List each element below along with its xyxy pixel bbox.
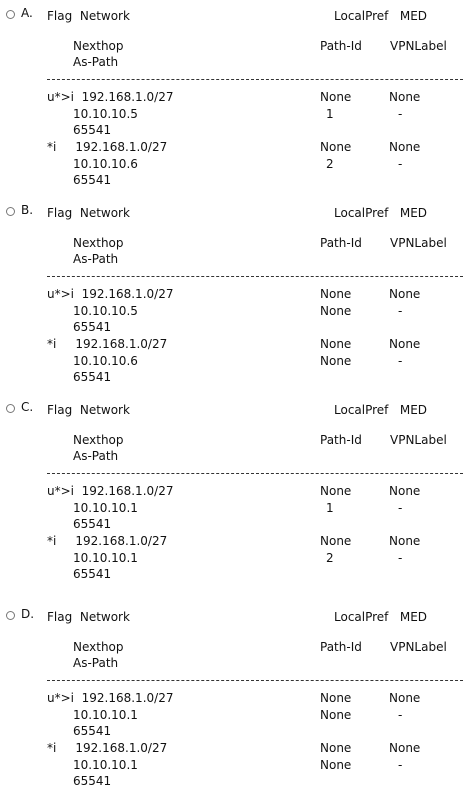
route-1-vpn-label: - (398, 708, 403, 722)
route-1-localpref: None (320, 90, 352, 104)
route-1-as-path: 65541 (73, 320, 112, 334)
route-2-localpref: None (320, 140, 352, 154)
route-2-path-id: None (320, 758, 352, 772)
route-1-path-id: 1 (326, 107, 334, 121)
header-path-id: Path-Id (320, 433, 362, 447)
route-1-flags-network: u*>i 192.168.1.0/27 (47, 484, 174, 498)
route-2-localpref: None (320, 337, 352, 351)
route-1-localpref: None (320, 484, 352, 498)
route-2-nexthop: 10.10.10.6 (73, 157, 138, 171)
route-1-as-path: 65541 (73, 123, 112, 137)
route-2-path-id: None (320, 354, 352, 368)
route-2-med: None (389, 337, 421, 351)
option-letter: C. (21, 400, 34, 414)
route-2-path-id: 2 (326, 551, 334, 565)
header-nexthop: Nexthop (73, 236, 124, 250)
route-2-med: None (389, 534, 421, 548)
option-letter: D. (21, 607, 35, 621)
route-2-localpref: None (320, 741, 352, 755)
route-1-vpn-label: - (398, 501, 403, 515)
header-as-path: As-Path (73, 656, 119, 670)
route-1-vpn-label: - (398, 107, 403, 121)
route-1-as-path: 65541 (73, 517, 112, 531)
route-1-med: None (389, 691, 421, 705)
option-letter: B. (21, 203, 34, 217)
route-1-nexthop: 10.10.10.5 (73, 304, 138, 318)
header-nexthop: Nexthop (73, 640, 124, 654)
header-vpn-label: VPNLabel (390, 39, 447, 53)
route-1-nexthop: 10.10.10.1 (73, 708, 138, 722)
radio-button-d[interactable] (6, 611, 15, 620)
route-2-med: None (389, 741, 421, 755)
route-2-as-path: 65541 (73, 567, 112, 581)
route-1-med: None (389, 90, 421, 104)
header-nexthop: Nexthop (73, 39, 124, 53)
route-1-path-id: None (320, 304, 352, 318)
separator-line (47, 473, 463, 474)
route-1-localpref: None (320, 691, 352, 705)
route-1-nexthop: 10.10.10.5 (73, 107, 138, 121)
route-1-med: None (389, 484, 421, 498)
radio-button-c[interactable] (6, 404, 15, 413)
route-2-flags-network: *i 192.168.1.0/27 (47, 337, 168, 351)
header-nexthop: Nexthop (73, 433, 124, 447)
route-2-as-path: 65541 (73, 774, 112, 788)
route-2-med: None (389, 140, 421, 154)
route-1-path-id: None (320, 708, 352, 722)
header-path-id: Path-Id (320, 640, 362, 654)
route-1-flags-network: u*>i 192.168.1.0/27 (47, 691, 174, 705)
route-2-nexthop: 10.10.10.1 (73, 551, 138, 565)
route-1-flags-network: u*>i 192.168.1.0/27 (47, 287, 174, 301)
route-1-flags-network: u*>i 192.168.1.0/27 (47, 90, 174, 104)
route-2-flags-network: *i 192.168.1.0/27 (47, 140, 168, 154)
route-2-localpref: None (320, 534, 352, 548)
route-1-localpref: None (320, 287, 352, 301)
route-1-as-path: 65541 (73, 724, 112, 738)
option-letter: A. (21, 6, 33, 20)
route-2-vpn-label: - (398, 354, 403, 368)
route-1-med: None (389, 287, 421, 301)
header-vpn-label: VPNLabel (390, 640, 447, 654)
header-localpref-med: LocalPref MED (334, 9, 428, 23)
route-1-path-id: 1 (326, 501, 334, 515)
route-2-nexthop: 10.10.10.6 (73, 354, 138, 368)
route-2-flags-network: *i 192.168.1.0/27 (47, 534, 168, 548)
header-as-path: As-Path (73, 449, 119, 463)
header-localpref-med: LocalPref MED (334, 206, 428, 220)
radio-button-b[interactable] (6, 207, 15, 216)
separator-line (47, 276, 463, 277)
header-flag-network: Flag Network (47, 9, 130, 23)
header-localpref-med: LocalPref MED (334, 403, 428, 417)
separator-line (47, 79, 463, 80)
header-flag-network: Flag Network (47, 403, 130, 417)
header-path-id: Path-Id (320, 39, 362, 53)
header-vpn-label: VPNLabel (390, 433, 447, 447)
header-vpn-label: VPNLabel (390, 236, 447, 250)
route-2-as-path: 65541 (73, 370, 112, 384)
route-2-nexthop: 10.10.10.1 (73, 758, 138, 772)
route-1-vpn-label: - (398, 304, 403, 318)
header-as-path: As-Path (73, 252, 119, 266)
header-flag-network: Flag Network (47, 206, 130, 220)
header-as-path: As-Path (73, 55, 119, 69)
route-2-path-id: 2 (326, 157, 334, 171)
route-2-vpn-label: - (398, 551, 403, 565)
header-path-id: Path-Id (320, 236, 362, 250)
radio-button-a[interactable] (6, 10, 15, 19)
route-2-vpn-label: - (398, 157, 403, 171)
separator-line (47, 680, 463, 681)
route-2-vpn-label: - (398, 758, 403, 772)
header-flag-network: Flag Network (47, 610, 130, 624)
route-2-flags-network: *i 192.168.1.0/27 (47, 741, 168, 755)
route-2-as-path: 65541 (73, 173, 112, 187)
header-localpref-med: LocalPref MED (334, 610, 428, 624)
route-1-nexthop: 10.10.10.1 (73, 501, 138, 515)
